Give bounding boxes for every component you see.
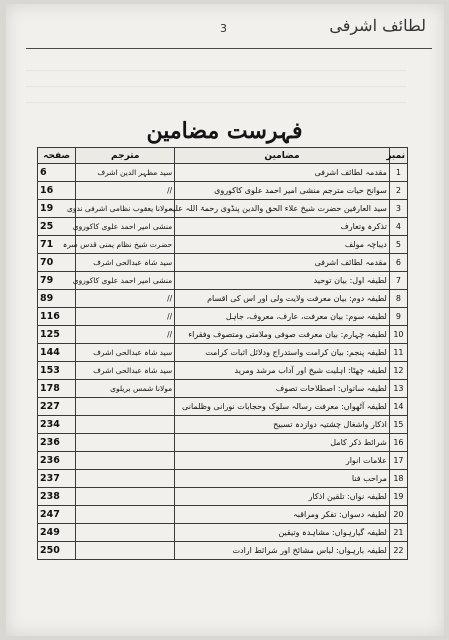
toc-row bbox=[38, 164, 408, 182]
toc-row bbox=[38, 254, 408, 272]
toc-row bbox=[38, 182, 408, 200]
row-number: 8 bbox=[389, 290, 407, 308]
row-translator: سید شاہ عبدالحی اشرف bbox=[76, 362, 175, 380]
row-topic: مراحب فنا bbox=[175, 470, 390, 488]
row-page: 237 bbox=[38, 470, 76, 488]
row-number: 1 bbox=[389, 164, 407, 182]
row-page: 6 bbox=[38, 164, 76, 182]
row-translator: مولانا شمس بریلوی bbox=[76, 380, 175, 398]
row-number: 14 bbox=[389, 398, 407, 416]
row-translator bbox=[76, 434, 175, 452]
toc-row bbox=[38, 488, 408, 506]
row-number: 15 bbox=[389, 416, 407, 434]
row-page: 79 bbox=[38, 272, 76, 290]
toc-row bbox=[38, 326, 408, 344]
toc-table bbox=[37, 147, 408, 560]
row-translator: سید شاہ عبدالحی اشرف bbox=[76, 254, 175, 272]
row-page: 236 bbox=[38, 434, 76, 452]
row-page: 236 bbox=[38, 452, 76, 470]
row-topic: سید العارفین حضرت شیخ علاء الحق والدین پنڈوی رحمۃ اللہ علیہ bbox=[175, 200, 390, 218]
row-topic: مقدمہ لطائف اشرفی bbox=[175, 254, 390, 272]
row-topic: تذکرہ وتعارف bbox=[175, 218, 390, 236]
toc-row bbox=[38, 506, 408, 524]
row-translator bbox=[76, 542, 175, 560]
row-number: 9 bbox=[389, 308, 407, 326]
bleed-through-line bbox=[26, 102, 406, 104]
row-number: 3 bbox=[389, 200, 407, 218]
row-page: 19 bbox=[38, 200, 76, 218]
row-translator bbox=[76, 470, 175, 488]
row-page: 249 bbox=[38, 524, 76, 542]
row-number: 2 bbox=[389, 182, 407, 200]
toc-row bbox=[38, 452, 408, 470]
row-number: 12 bbox=[389, 362, 407, 380]
row-page: 250 bbox=[38, 542, 76, 560]
row-page: 234 bbox=[38, 416, 76, 434]
row-translator: سید شاہ عبدالحی اشرف bbox=[76, 344, 175, 362]
row-topic: شرائط ذکر کامل bbox=[175, 434, 390, 452]
row-number: 7 bbox=[389, 272, 407, 290]
row-translator bbox=[76, 452, 175, 470]
toc-row bbox=[38, 200, 408, 218]
row-translator: مولانا یعقوب نظامی اشرفی ندوی bbox=[76, 200, 175, 218]
row-topic: لطیفہ ساتواں: اصطلاحات تصوف bbox=[175, 380, 390, 398]
row-page: 71 bbox=[38, 236, 76, 254]
row-topic: لطیفہ آٹھواں: معرفت رسالہ سلوک وحجابات نورانی وظلمانی bbox=[175, 398, 390, 416]
row-number: 19 bbox=[389, 488, 407, 506]
page-header bbox=[26, 12, 432, 49]
row-translator: // bbox=[76, 326, 175, 344]
row-topic: لطیفہ چہارم: بیان معرفت صوفی وملامتی ومتصوف وفقراء bbox=[175, 326, 390, 344]
col-header-page: صفحہ bbox=[38, 148, 76, 164]
toc-row bbox=[38, 380, 408, 398]
toc-row bbox=[38, 308, 408, 326]
row-topic: لطیفہ گیارہواں: مشاہدہ وتیقین bbox=[175, 524, 390, 542]
row-page: 89 bbox=[38, 290, 76, 308]
toc-row bbox=[38, 524, 408, 542]
running-title: لطائف اشرفی bbox=[329, 16, 426, 35]
row-topic: مقدمہ لطائف اشرفی bbox=[175, 164, 390, 182]
row-translator bbox=[76, 506, 175, 524]
toc-heading: فہرست مضامین bbox=[146, 118, 303, 144]
toc-row bbox=[38, 344, 408, 362]
row-number: 17 bbox=[389, 452, 407, 470]
row-topic: لطیفہ نواں: تلقین اذکار bbox=[175, 488, 390, 506]
bleed-through-line bbox=[26, 86, 406, 88]
toc-body bbox=[38, 164, 408, 560]
row-topic: لطیفہ بارہواں: لباس مشائخ اور شرائط ارادت bbox=[175, 542, 390, 560]
row-page: 70 bbox=[38, 254, 76, 272]
row-translator bbox=[76, 524, 175, 542]
row-number: 21 bbox=[389, 524, 407, 542]
row-translator: // bbox=[76, 308, 175, 326]
row-translator: حضرت شیخ نظام یمنی قدس سرہ bbox=[76, 236, 175, 254]
row-translator bbox=[76, 398, 175, 416]
toc-row bbox=[38, 398, 408, 416]
row-number: 22 bbox=[389, 542, 407, 560]
row-topic: علامات انوار bbox=[175, 452, 390, 470]
row-translator: منشی امیر احمد علوی کاکوروی bbox=[76, 218, 175, 236]
row-number: 4 bbox=[389, 218, 407, 236]
row-page: 247 bbox=[38, 506, 76, 524]
row-number: 5 bbox=[389, 236, 407, 254]
toc-row bbox=[38, 362, 408, 380]
row-topic: دیباچہ مولف bbox=[175, 236, 390, 254]
row-topic: لطیفہ سوم: بیان معرفت، عارف، معروف، جاہل bbox=[175, 308, 390, 326]
row-number: 20 bbox=[389, 506, 407, 524]
row-number: 10 bbox=[389, 326, 407, 344]
toc-row bbox=[38, 290, 408, 308]
row-topic: لطیفہ دوم: بیان معرفت ولایت ولی اور اس کی اقسام bbox=[175, 290, 390, 308]
row-page: 125 bbox=[38, 326, 76, 344]
toc-row bbox=[38, 218, 408, 236]
row-number: 18 bbox=[389, 470, 407, 488]
row-topic: لطیفہ دسواں: تفکر ومراقبہ bbox=[175, 506, 390, 524]
row-translator: // bbox=[76, 290, 175, 308]
row-topic: اذکار واشغال چشتیہ دوازدہ تسبیح bbox=[175, 416, 390, 434]
toc-row bbox=[38, 272, 408, 290]
row-number: 6 bbox=[389, 254, 407, 272]
row-page: 153 bbox=[38, 362, 76, 380]
col-header-number: نمبر bbox=[389, 148, 407, 164]
row-number: 16 bbox=[389, 434, 407, 452]
row-translator: منشی امیر احمد علوی کاکوروی bbox=[76, 272, 175, 290]
row-translator: سید مظہر الدین اشرف bbox=[76, 164, 175, 182]
row-topic: لطیفہ پنجم: بیان کرامت واستدراج ودلائل اثبات کرامت bbox=[175, 344, 390, 362]
page-number: 3 bbox=[220, 22, 227, 35]
toc-row bbox=[38, 434, 408, 452]
row-topic: سوانح حیات مترجم منشی امیر احمد علوی کاکوروی bbox=[175, 182, 390, 200]
row-number: 11 bbox=[389, 344, 407, 362]
row-page: 227 bbox=[38, 398, 76, 416]
row-page: 238 bbox=[38, 488, 76, 506]
row-page: 178 bbox=[38, 380, 76, 398]
col-header-translator: مترجم bbox=[76, 148, 175, 164]
row-topic: لطیفہ اول: بیان توحید bbox=[175, 272, 390, 290]
row-page: 116 bbox=[38, 308, 76, 326]
bleed-through-line bbox=[26, 70, 406, 72]
toc-row bbox=[38, 236, 408, 254]
toc-row bbox=[38, 416, 408, 434]
row-page: 25 bbox=[38, 218, 76, 236]
row-translator: // bbox=[76, 182, 175, 200]
row-translator bbox=[76, 416, 175, 434]
row-translator bbox=[76, 488, 175, 506]
row-page: 144 bbox=[38, 344, 76, 362]
col-header-topic: مضامین bbox=[175, 148, 390, 164]
toc-row bbox=[38, 542, 408, 560]
toc-row bbox=[38, 470, 408, 488]
row-number: 13 bbox=[389, 380, 407, 398]
row-page: 16 bbox=[38, 182, 76, 200]
toc-header-row bbox=[38, 148, 408, 164]
row-topic: لطیفہ چھٹا: اہلیت شیخ اور آداب مرشد ومرید bbox=[175, 362, 390, 380]
